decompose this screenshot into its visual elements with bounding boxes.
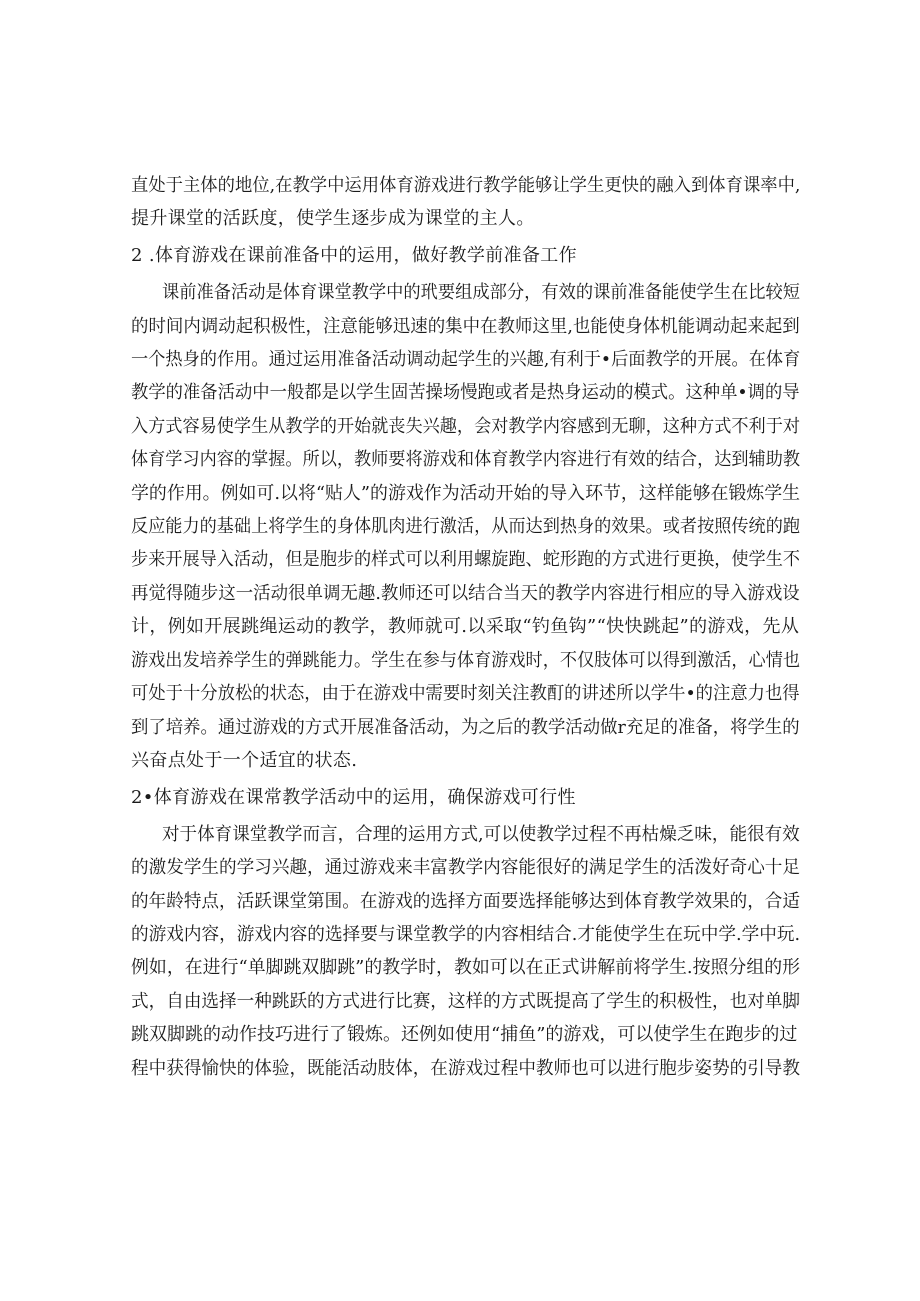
paragraph-line: 的时间内调动起积极性，注意能够迅速的集中在教师这里,也能使身体机能调动起来起到 xyxy=(131,316,800,337)
paragraph-line: 计，例如开展跳绳运动的教学，教师就可.以采取“钓鱼钩”“快快跳起”的游戏，先从 xyxy=(131,616,800,637)
paragraph-line: 跳双脚跳的动作技巧进行了锻炼。还例如使用“捕鱼”的游戏，可以使学生在跑步的过 xyxy=(131,1024,798,1045)
paragraph-line: 的年龄特点，活跃课堂第围。在游戏的选择方面要选择能够达到体育教学效果的，合适 xyxy=(131,891,801,912)
paragraph-line: 课前准备活动是体育课堂教学中的玳要组成部分，有效的课前准备能使学生在比较短 xyxy=(162,282,801,303)
section-heading: 2 .体育游戏在课前准备中的运用，做好教学前准备工作 xyxy=(131,245,577,266)
paragraph-line: 可处于十分放松的状态，由于在游戏中需要时刻关注教酊的讲述所以学牛•的注意力也得 xyxy=(131,683,800,704)
paragraph-line: 兴奋点处于一个适宜的状态. xyxy=(131,750,358,771)
paragraph-line: 例如，在进行“单脚跳双脚跳”的教学时，教如可以在正式讲解前将学生.按照分组的形 xyxy=(131,957,801,978)
paragraph-line: 的游戏内容，游戏内容的选择要与课堂教学的内容相结合.才能使学生在玩中学.学中玩. xyxy=(131,924,801,945)
paragraph-line: 入方式容易使学生从教学的开始就丧失兴趣，会对教学内容感到无聊，这种方式不利于对 xyxy=(131,416,801,437)
paragraph-line: 到了培养。通过游戏的方式开展准备活动，为之后的教学活动做r充足的准备，将学生的 xyxy=(131,717,800,738)
paragraph-line: 的激发学生的学习兴趣，通过游戏来丰富教学内容能很好的满足学生的活泼好奇心十足 xyxy=(131,857,801,878)
section-heading: 2•体育游戏在课常教学活动中的运用，确保游戏可行性 xyxy=(131,787,576,808)
paragraph-line: 程中获得愉快的体验，既能活动肢体，在游戏过程中教师也可以进行胞步姿势的引导教 xyxy=(131,1058,801,1079)
paragraph-line: 教学的准备活动中一般都是以学生固苦操场慢跑或者是热身运动的模式。这种单•调的导 xyxy=(131,382,800,403)
paragraph-line: 提升课堂的活跃度，使学生逐步成为课堂的主人。 xyxy=(131,208,535,229)
paragraph-line: 直处于主体的地位,在教学中运用体育游戏进行教学能够让学生更快的融入到体育课率中, xyxy=(131,175,801,196)
paragraph-line: 学的作用。例如可.以将“贴人”的游戏作为活动开始的导入环节，这样能够在锻炼学生 xyxy=(131,483,801,504)
paragraph-line: 游戏出发培养学生的弹跳能力。学生在参与体育游戏时，不仅肢体可以得到激活，心情也 xyxy=(131,650,801,671)
paragraph-line: 式，自由选择一种跳跃的方式进行比赛，这样的方式既提高了学生的积极性，也对单脚 xyxy=(131,991,801,1012)
paragraph-line: 一个热身的作用。通过运用准备活动调动起学生的兴趣,有利于•后面教学的开展。在体育 xyxy=(131,349,801,370)
paragraph-line: 反应能力的基础上将学生的身体肌肉进行激活，从而达到热身的效果。或者按照传统的跑 xyxy=(131,516,801,537)
paragraph-line: 步来开展导入活动，但是胞步的样式可以利用螺旋跑、蛇形跑的方式进行更换，使学生不 xyxy=(131,549,801,570)
paragraph-line: 再觉得随步这一活动很单调无趣.教师还可以结合当天的教学内容进行相应的导入游戏设 xyxy=(131,583,800,604)
paragraph-line: 对于体育课堂教学而言，合理的运用方式,可以使教学过程不再枯燥乏味，能很有效 xyxy=(162,824,800,845)
paragraph-line: 体育学习内容的掌握。所以，教师要将游戏和体育教学内容进行有效的结合，达到辅助教 xyxy=(131,449,801,470)
